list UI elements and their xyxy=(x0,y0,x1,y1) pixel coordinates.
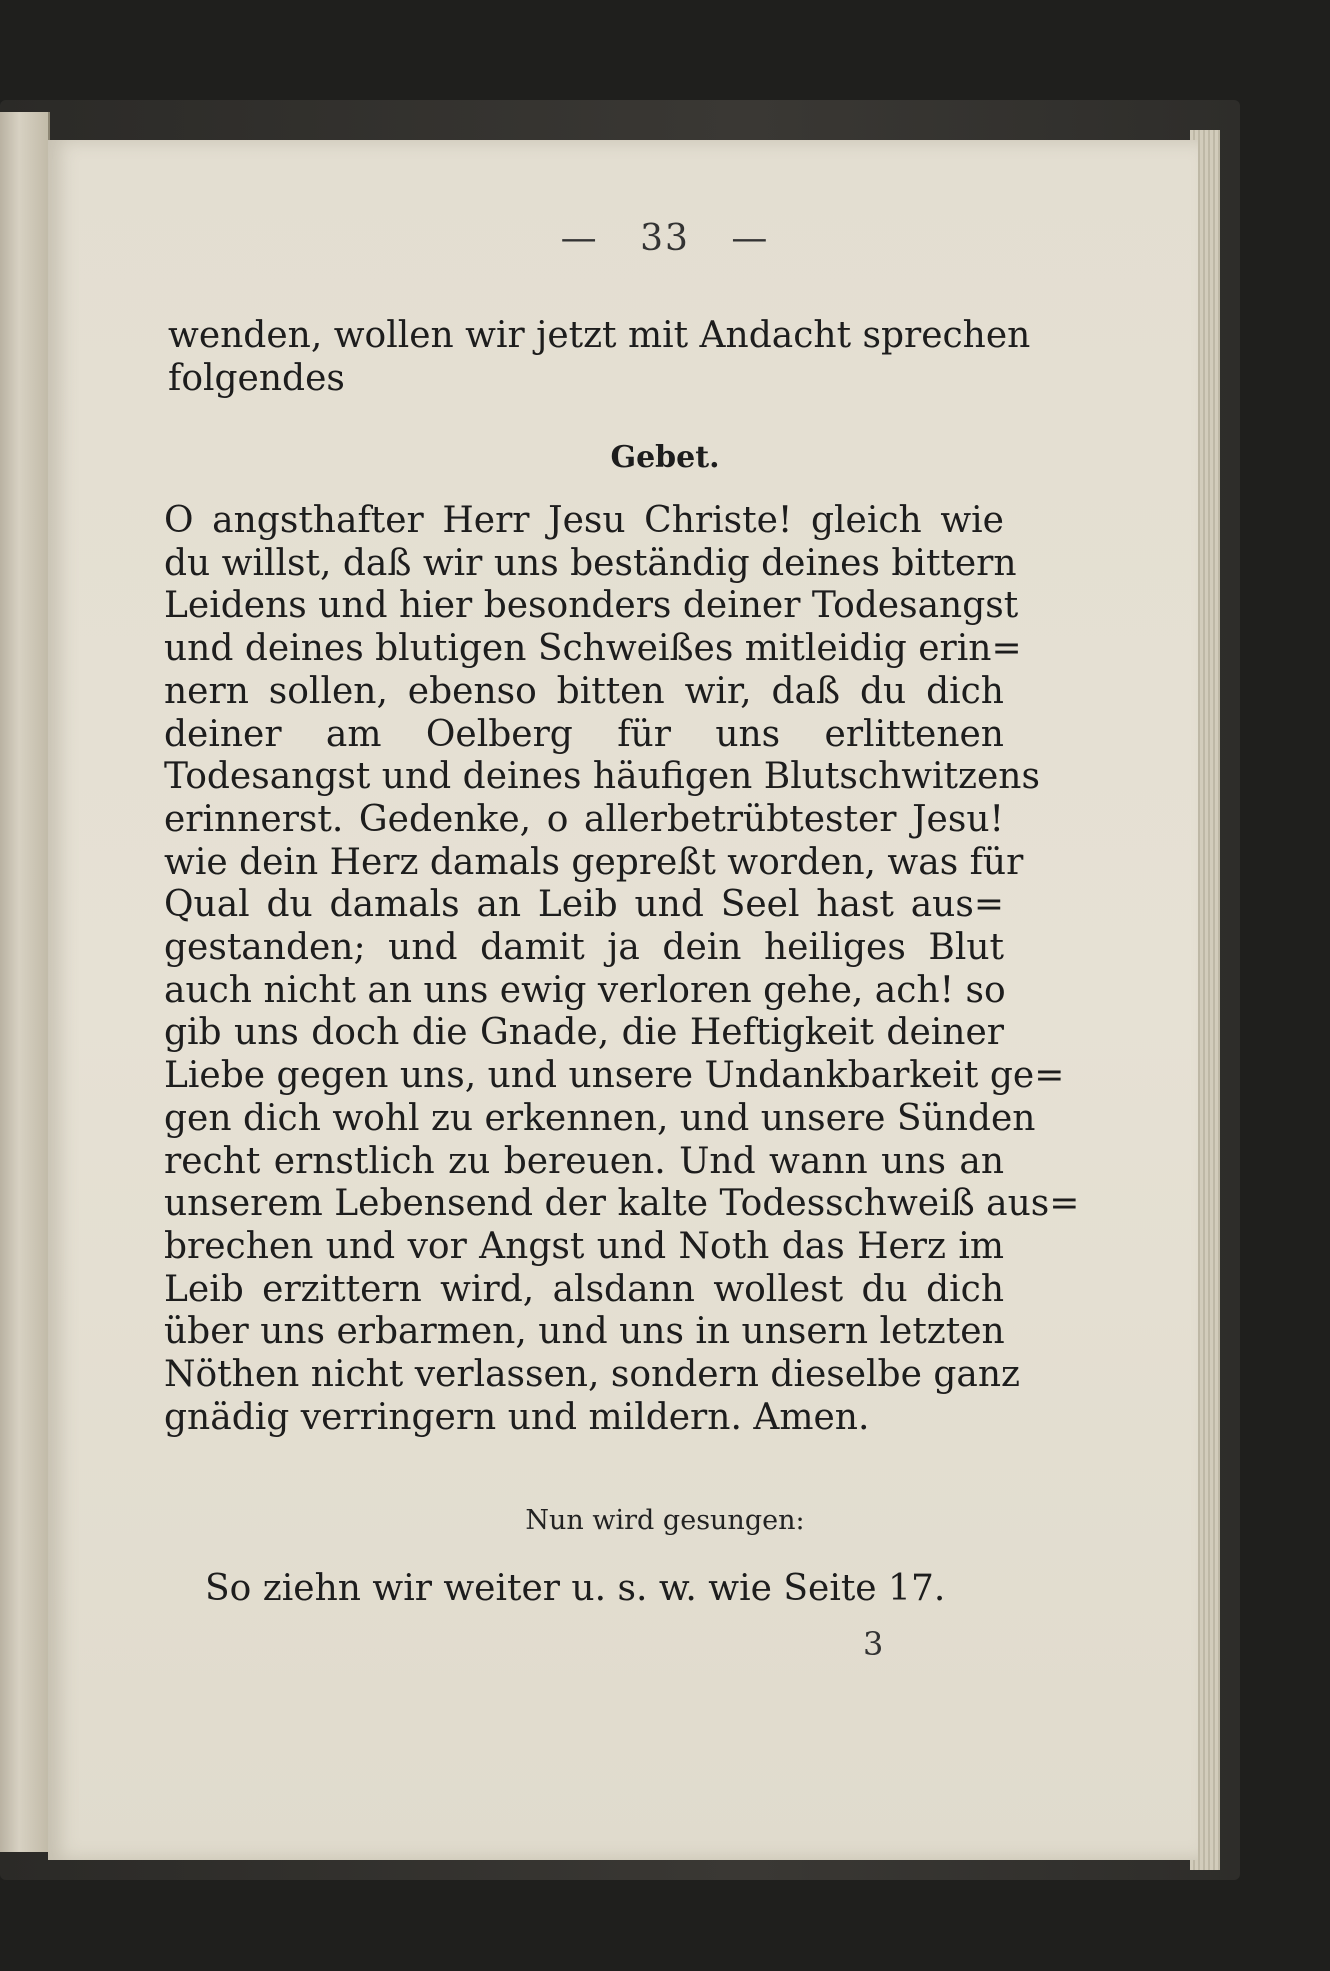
prayer-line: deiner am Oelberg für uns erlittenen xyxy=(164,713,1004,755)
prayer-line: Leib erzittern wird, alsdann wollest du dich xyxy=(164,1268,1004,1310)
prayer-line: Qual du damals an Leib und Seel hast aus= xyxy=(164,884,1004,926)
prayer-line: recht ernstlich zu bereuen. Und wann uns an xyxy=(164,1140,1004,1182)
prayer-title: Gebet. xyxy=(610,440,720,475)
prayer-line: Liebe gegen uns, und unsere Undankbarkeit ge= xyxy=(164,1055,1065,1097)
page-header xyxy=(0,218,1330,259)
intro-line: folgendes xyxy=(168,357,345,399)
prayer-line: wie dein Herz damals gepreßt worden, was für xyxy=(164,841,1024,883)
prayer-line: und deines blutigen Schweißes mitleidig erin= xyxy=(164,628,1022,670)
intro-line: wenden, wollen wir jetzt mit Andacht sprechen xyxy=(168,315,1031,356)
prayer-line: erinnerst. Gedenke, o allerbetrübtester Jesu! xyxy=(164,798,1004,840)
prayer-line: brechen und vor Angst und Noth das Herz im xyxy=(164,1225,1004,1267)
prayer-line: du willst, daß wir uns beständig deines bittern xyxy=(164,542,1017,584)
prayer-line: Nöthen nicht verlassen, sondern dieselbe ganz xyxy=(164,1354,1021,1396)
now-sung-note: Nun wird gesungen: xyxy=(525,1505,805,1536)
hymn-reference: So ziehn wir weiter u. s. w. wie Seite 17. xyxy=(205,1568,946,1609)
page-number: 33 xyxy=(640,218,690,259)
prayer-line: gnädig verringern und mildern. Amen. xyxy=(164,1396,870,1438)
prayer-line: O angsthafter Herr Jesu Christe! gleich wie xyxy=(164,500,1004,541)
prayer-line: über uns erbarmen, und uns in unsern letzten xyxy=(164,1311,1005,1353)
prayer-line: gib uns doch die Gnade, die Heftigkeit deiner xyxy=(164,1012,1004,1054)
prayer-paragraph xyxy=(164,500,1080,1439)
prayer-line: gen dich wohl zu erkennen, und unsere Sünden xyxy=(164,1097,1036,1139)
prayer-line: Leidens und hier besonders deiner Todesangst xyxy=(164,585,1019,627)
prayer-line: gestanden; und damit ja dein heiliges Blut xyxy=(164,927,1004,969)
header-dash-left: — xyxy=(560,218,599,259)
prayer-line: Todesangst und deines häufigen Blutschwitzens xyxy=(164,756,1040,798)
intro-paragraph xyxy=(168,315,1031,400)
book-spine xyxy=(0,112,50,1852)
header-dash-right: — xyxy=(731,218,770,259)
prayer-line: unserem Lebensend der kalte Todesschweiß aus= xyxy=(164,1183,1080,1225)
prayer-line: auch nicht an uns ewig verloren gehe, ach! so xyxy=(164,969,1006,1011)
prayer-line: nern sollen, ebenso bitten wir, daß du dich xyxy=(164,670,1004,712)
signature-mark: 3 xyxy=(863,1625,884,1663)
